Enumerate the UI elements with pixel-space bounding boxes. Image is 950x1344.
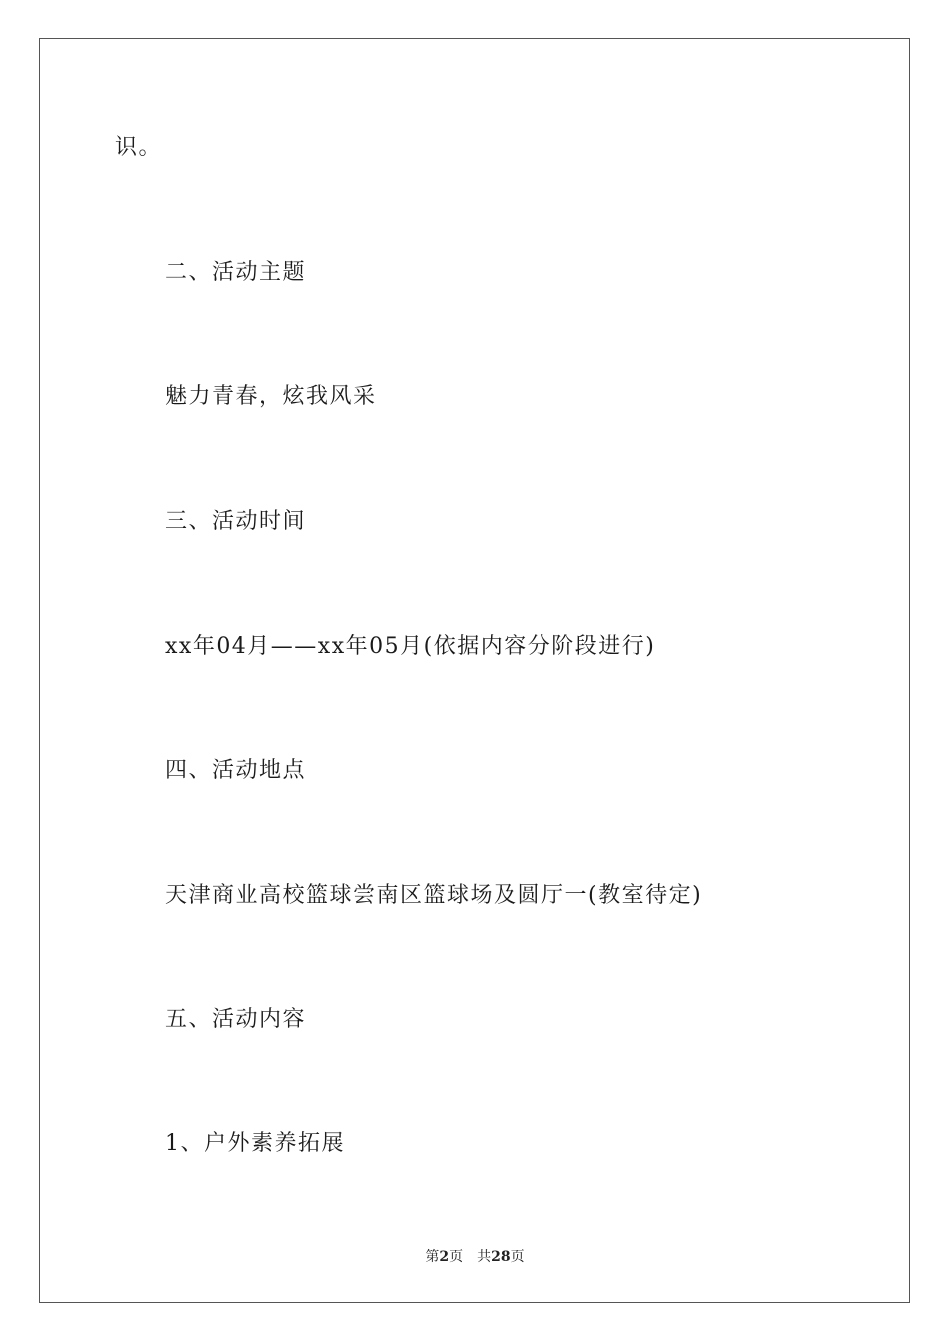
total-suffix: 页 (510, 1249, 525, 1265)
page-footer (0, 1247, 950, 1267)
content-item-1: 1、户外素养拓展 (165, 1131, 345, 1156)
page-prefix: 第 (425, 1249, 440, 1265)
page-border (39, 38, 910, 1303)
page-total: 28 (491, 1249, 511, 1265)
theme-text: 魅力青春，炫我风采 (165, 384, 377, 409)
section-heading-theme: 二、活动主题 (165, 260, 307, 285)
section-heading-time: 三、活动时间 (165, 509, 307, 534)
time-text: xx年04月——xx年05月(依据内容分阶段进行) (165, 634, 656, 659)
page-suffix: 页 (449, 1249, 464, 1265)
page-current: 2 (439, 1249, 450, 1265)
total-prefix: 共 (477, 1249, 492, 1265)
paragraph-continuation: 识。 (115, 135, 163, 160)
section-heading-location: 四、活动地点 (165, 758, 307, 783)
section-heading-content: 五、活动内容 (165, 1007, 307, 1032)
location-text: 天津商业高校篮球尝南区篮球场及圆厅一(教室待定) (165, 883, 703, 908)
